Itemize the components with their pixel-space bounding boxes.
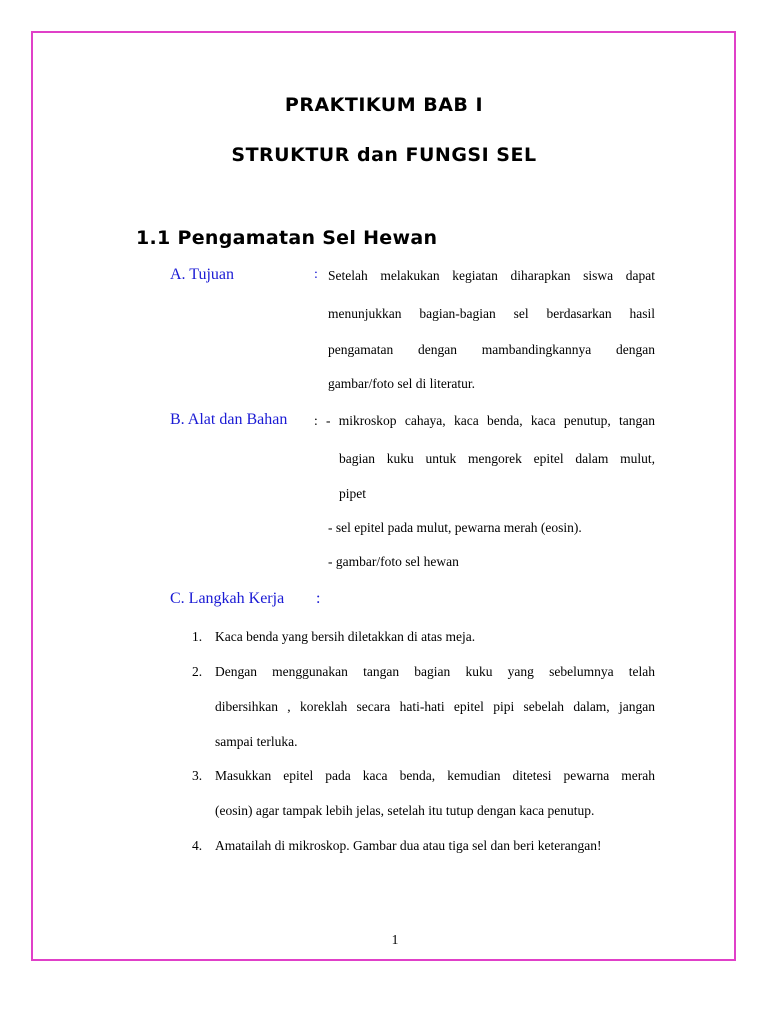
step-3-line-2: (eosin) agar tampak lebih jelas, setelah itu tutup dengan kaca penutup. [215, 803, 595, 818]
section-heading: 1.1 Pengamatan Sel Hewan [136, 227, 438, 249]
step-number: 3. [192, 768, 203, 783]
alat-line-5: - gambar/foto sel hewan [328, 554, 459, 569]
step-2-line-3: sampai terluka. [215, 734, 298, 749]
tujuan-line-2: menunjukkan bagian-bagian sel berdasarkan hasil [328, 306, 655, 321]
langkah-label: C. Langkah Kerja [170, 590, 285, 607]
title-struktur: STRUKTUR dan FUNGSI SEL [231, 144, 537, 166]
step-1-line-1: Kaca benda yang bersih diletakkan di atas meja. [215, 629, 476, 644]
step-2-line-2: dibersihkan , koreklah secara hati-hati epitel pipi sebelah dalam, jangan [215, 699, 655, 714]
alat-line-3: pipet [339, 486, 366, 501]
step-3-line-1: Masukkan epitel pada kaca benda, kemudian ditetesi pewarna merah [215, 768, 655, 783]
tujuan-line-3: pengamatan dengan mambandingkannya dengan [328, 342, 655, 357]
tujuan-colon: : [314, 267, 318, 282]
tujuan-line-1: Setelah melakukan kegiatan diharapkan siswa dapat [328, 268, 655, 283]
alat-line-4: - sel epitel pada mulut, pewarna merah (eosin). [328, 520, 582, 535]
step-number: 2. [192, 664, 203, 679]
langkah-colon: : [316, 590, 321, 607]
page-border [31, 31, 736, 961]
tujuan-label: A. Tujuan [170, 266, 235, 283]
tujuan-line-4: gambar/foto sel di literatur. [328, 376, 475, 391]
title-praktikum: PRAKTIKUM BAB I [284, 94, 484, 116]
step-4-line-1: Amatailah di mikroskop. Gambar dua atau tiga sel dan beri keterangan! [215, 838, 602, 853]
step-number: 4. [192, 838, 203, 853]
step-number: 1. [192, 629, 203, 644]
alat-line-2: bagian kuku untuk mengorek epitel dalam mulut, [339, 451, 655, 466]
step-2-line-1: Dengan menggunakan tangan bagian kuku yang sebelumnya telah [215, 664, 655, 679]
alat-label: B. Alat dan Bahan [170, 411, 288, 428]
page-number: 1 [391, 932, 399, 947]
alat-line-1: : - mikroskop cahaya, kaca benda, kaca penutup, tangan [314, 413, 655, 428]
